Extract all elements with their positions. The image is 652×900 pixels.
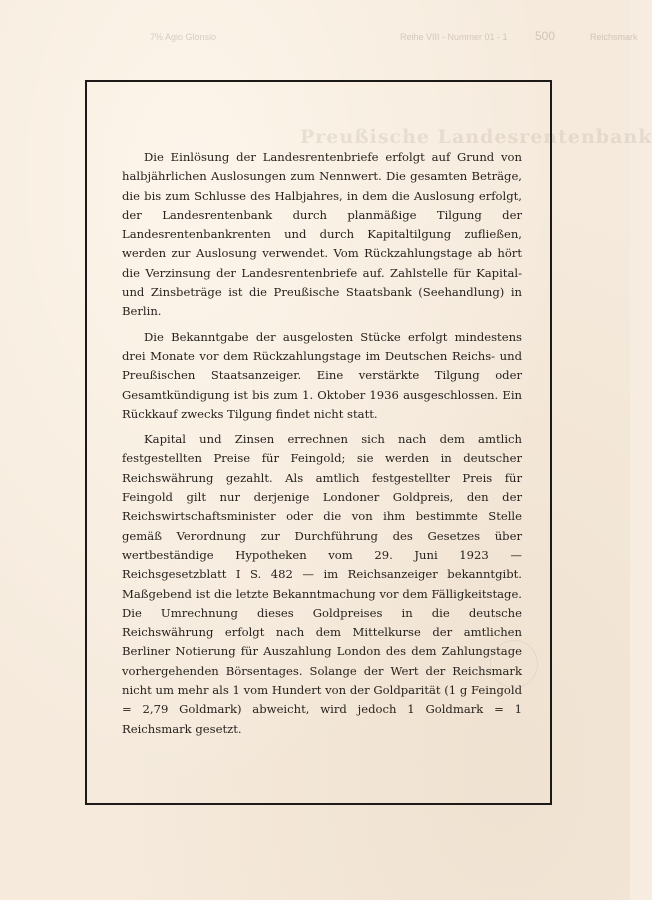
bleed-through-heading: Preußische Landesrentenbank [300, 126, 652, 148]
bleed-text-left: 7% Agio Glonsio [150, 32, 217, 42]
bleed-through-top-row [150, 29, 638, 44]
paragraph-announcement: Die Bekanntgabe der ausgelosten Stücke erfolgt mindestens drei Monate vor dem Rückzahlungstage im Deutschen Reichs- und Preußischen Staatsanzeiger. Eine verstärkte Tilgung oder Gesamtkündigung ist bis zum 1. Oktober 1936 ausgeschlossen. Ein Rückkauf zwecks Tilgung findet nicht statt. [122, 329, 522, 421]
bleed-text-currency: Reichsmark [590, 32, 638, 42]
paragraph-redemption: Die Einlösung der Landesrentenbriefe erfolgt auf Grund von halbjährlichen Auslosungen zum Nennwert. Die gesamten Beträge, die bis zum Schlusse des Halbjahres, in dem die Auslosung erfolgt, der Landesrentenbank durch planmäßige Tilgung der Landesrentenbankrenten und durch Kapitaltilgung zufließen, werden zur Auslosung verwendet. Vom Rückzahlungstage ab hört die Verzinsung der Landesrentenbriefe auf. Zahlstelle für Kapital- und Zinsbeträge ist die Preußische Staatsbank (Seehandlung) in Berlin. [122, 150, 522, 319]
paragraph-gold-value: Kapital und Zinsen errechnen sich nach dem amtlich festgestellten Preise für Feingold; sie werden in deutscher Reichswährung gezahlt. Als amtlich festgestellter Preis für Feingold gilt nur derjenige Londoner Goldpreis, den der Reichswirtschaftsminister oder die von ihm bestimmte Stelle gemäß Verordnung zur Durchführung des Gesetzes über wertbeständige Hypotheken vom 29. Juni 1923 — Reichsgesetzblatt I S. 482 — im Reichsanzeiger bekanntgibt. Maßgebend ist die letzte Bekanntmachung vor dem Fälligkeitstage. Die Umrechnung dieses Goldpreises in die deutsche Reichswährung erfolgt nach dem Mittelkurse der amtlichen Berliner Notierung für Auszahlung London des dem Zahlungstage vorhergehenden Börsentages. Solange der Wert der Reichsmark nicht um mehr als 1 vom Hundert von der Goldparität (1 g Feingold = 2,79 Goldmark) abweicht, wird jedoch 1 Goldmark = 1 Reichsmark gesetzt. [122, 432, 522, 736]
document-body [122, 148, 522, 745]
bleed-text-amount: 500 [535, 29, 556, 43]
bleed-text-middle: Reihe VIII - Nummer 01 - 1 [400, 32, 508, 42]
